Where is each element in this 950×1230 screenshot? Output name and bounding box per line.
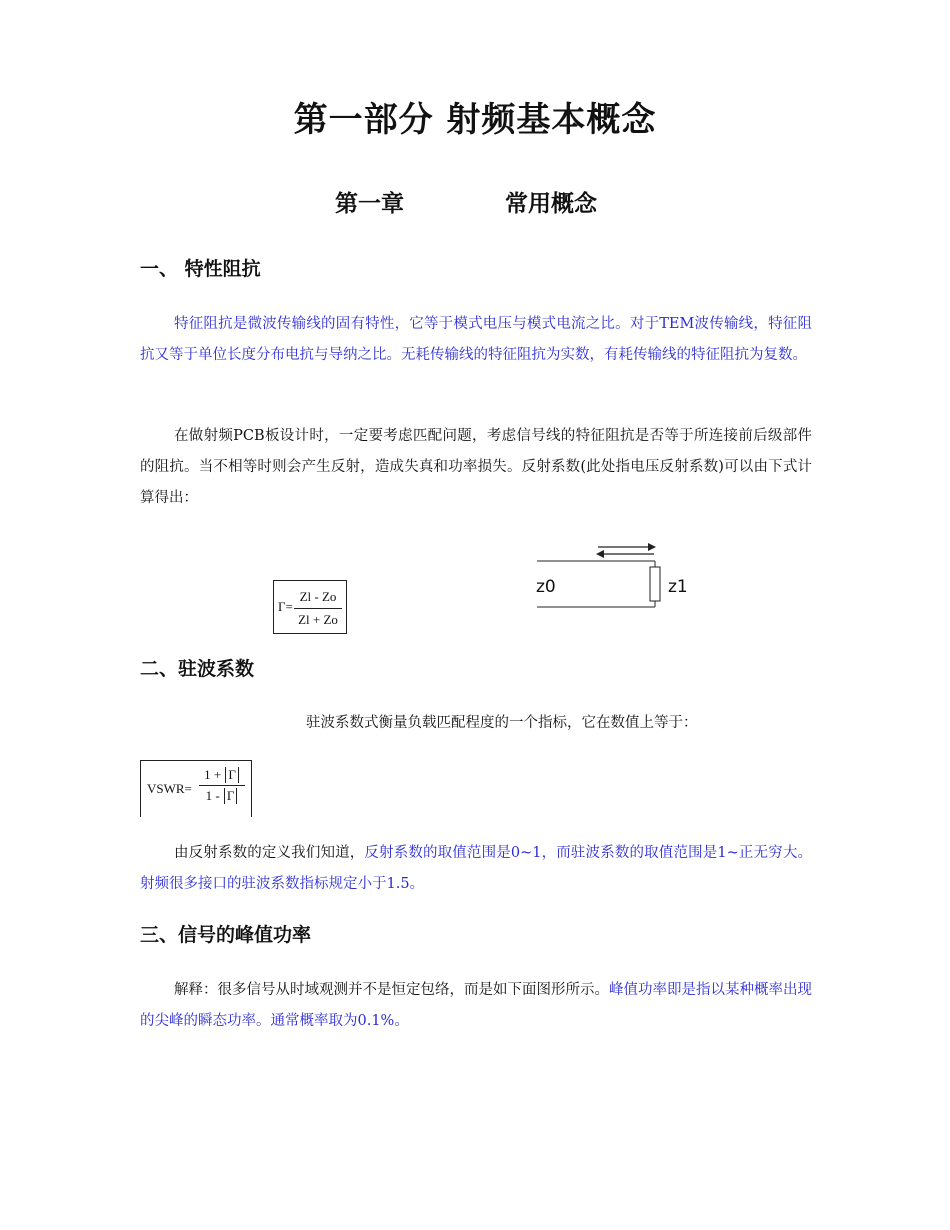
formula-vswr-num-prefix: 1 + [204,767,222,782]
formula-vswr-num-gamma: Γ [225,767,239,783]
peak-power-text-black: 解释：很多信号从时域观测并不是恒定包络，而是如下面图形所示。 [174,982,609,998]
section-heading-characteristic-impedance: 一、 特性阻抗 [140,258,261,280]
paragraph-vswr-intro: 驻波系数式衡量负载匹配程度的一个指标，它在数值上等于： [306,715,698,731]
vswr-formula [140,760,252,817]
paragraph-pcb-matching: 在做射频PCB板设计时，一定要考虑匹配问题，考虑信号线的特征阻抗是否等于所连接前后级部件的阻抗。当不相等时则会产生反射，造成失真和功率损失。反射系数(此处指电压反射系数)可以由下式计算得出： [140,428,812,506]
formula-vswr-den-gamma: Γ [224,788,238,804]
section-heading-peak-power: 三、信号的峰值功率 [140,924,312,946]
paragraph-vswr-range [140,838,812,900]
paragraph-peak-power [140,975,812,1037]
paragraph-impedance-definition: 特征阻抗是微波传输线的固有特性，它等于模式电压与模式电流之比。对于TEM波传输线，特征阻抗又等于单位长度分布电抗与导纳之比。无耗传输线的特征阻抗为实数，有耗传输线的特征阻抗为复数。 [140,316,812,363]
formula-vswr-den-prefix: 1 - [205,788,220,803]
part-title: 第一部分 射频基本概念 [293,100,657,140]
reflection-coefficient-formula [273,580,347,634]
peak-power-text-blue: 峰值功率即是指以某种概率出现的尖峰的瞬态功率。通常概率取为0.1%。 [140,982,812,1029]
formula-gamma-lhs: Γ= [278,599,293,614]
chapter-number: 第一章 [335,191,404,217]
vswr-range-text-blue: 反射系数的取值范围是0~1，而驻波系数的取值范围是1~正无穷大。射频很多接口的驻波系数指标规定小于1.5。 [140,845,812,892]
section-heading-vswr: 二、驻波系数 [140,658,255,680]
diagram-label-z0: z0 [536,577,556,597]
formula-gamma-denominator: Zl + Zo [298,612,338,627]
formula-vswr-lhs: VSWR= [147,781,192,796]
chapter-name: 常用概念 [505,191,597,217]
vswr-range-text-black: 由反射系数的定义我们知道， [174,845,365,861]
load-resistor-icon [650,567,660,601]
diagram-label-z1: z1 [668,577,688,597]
formula-gamma-numerator: Zl - Zo [294,589,342,609]
